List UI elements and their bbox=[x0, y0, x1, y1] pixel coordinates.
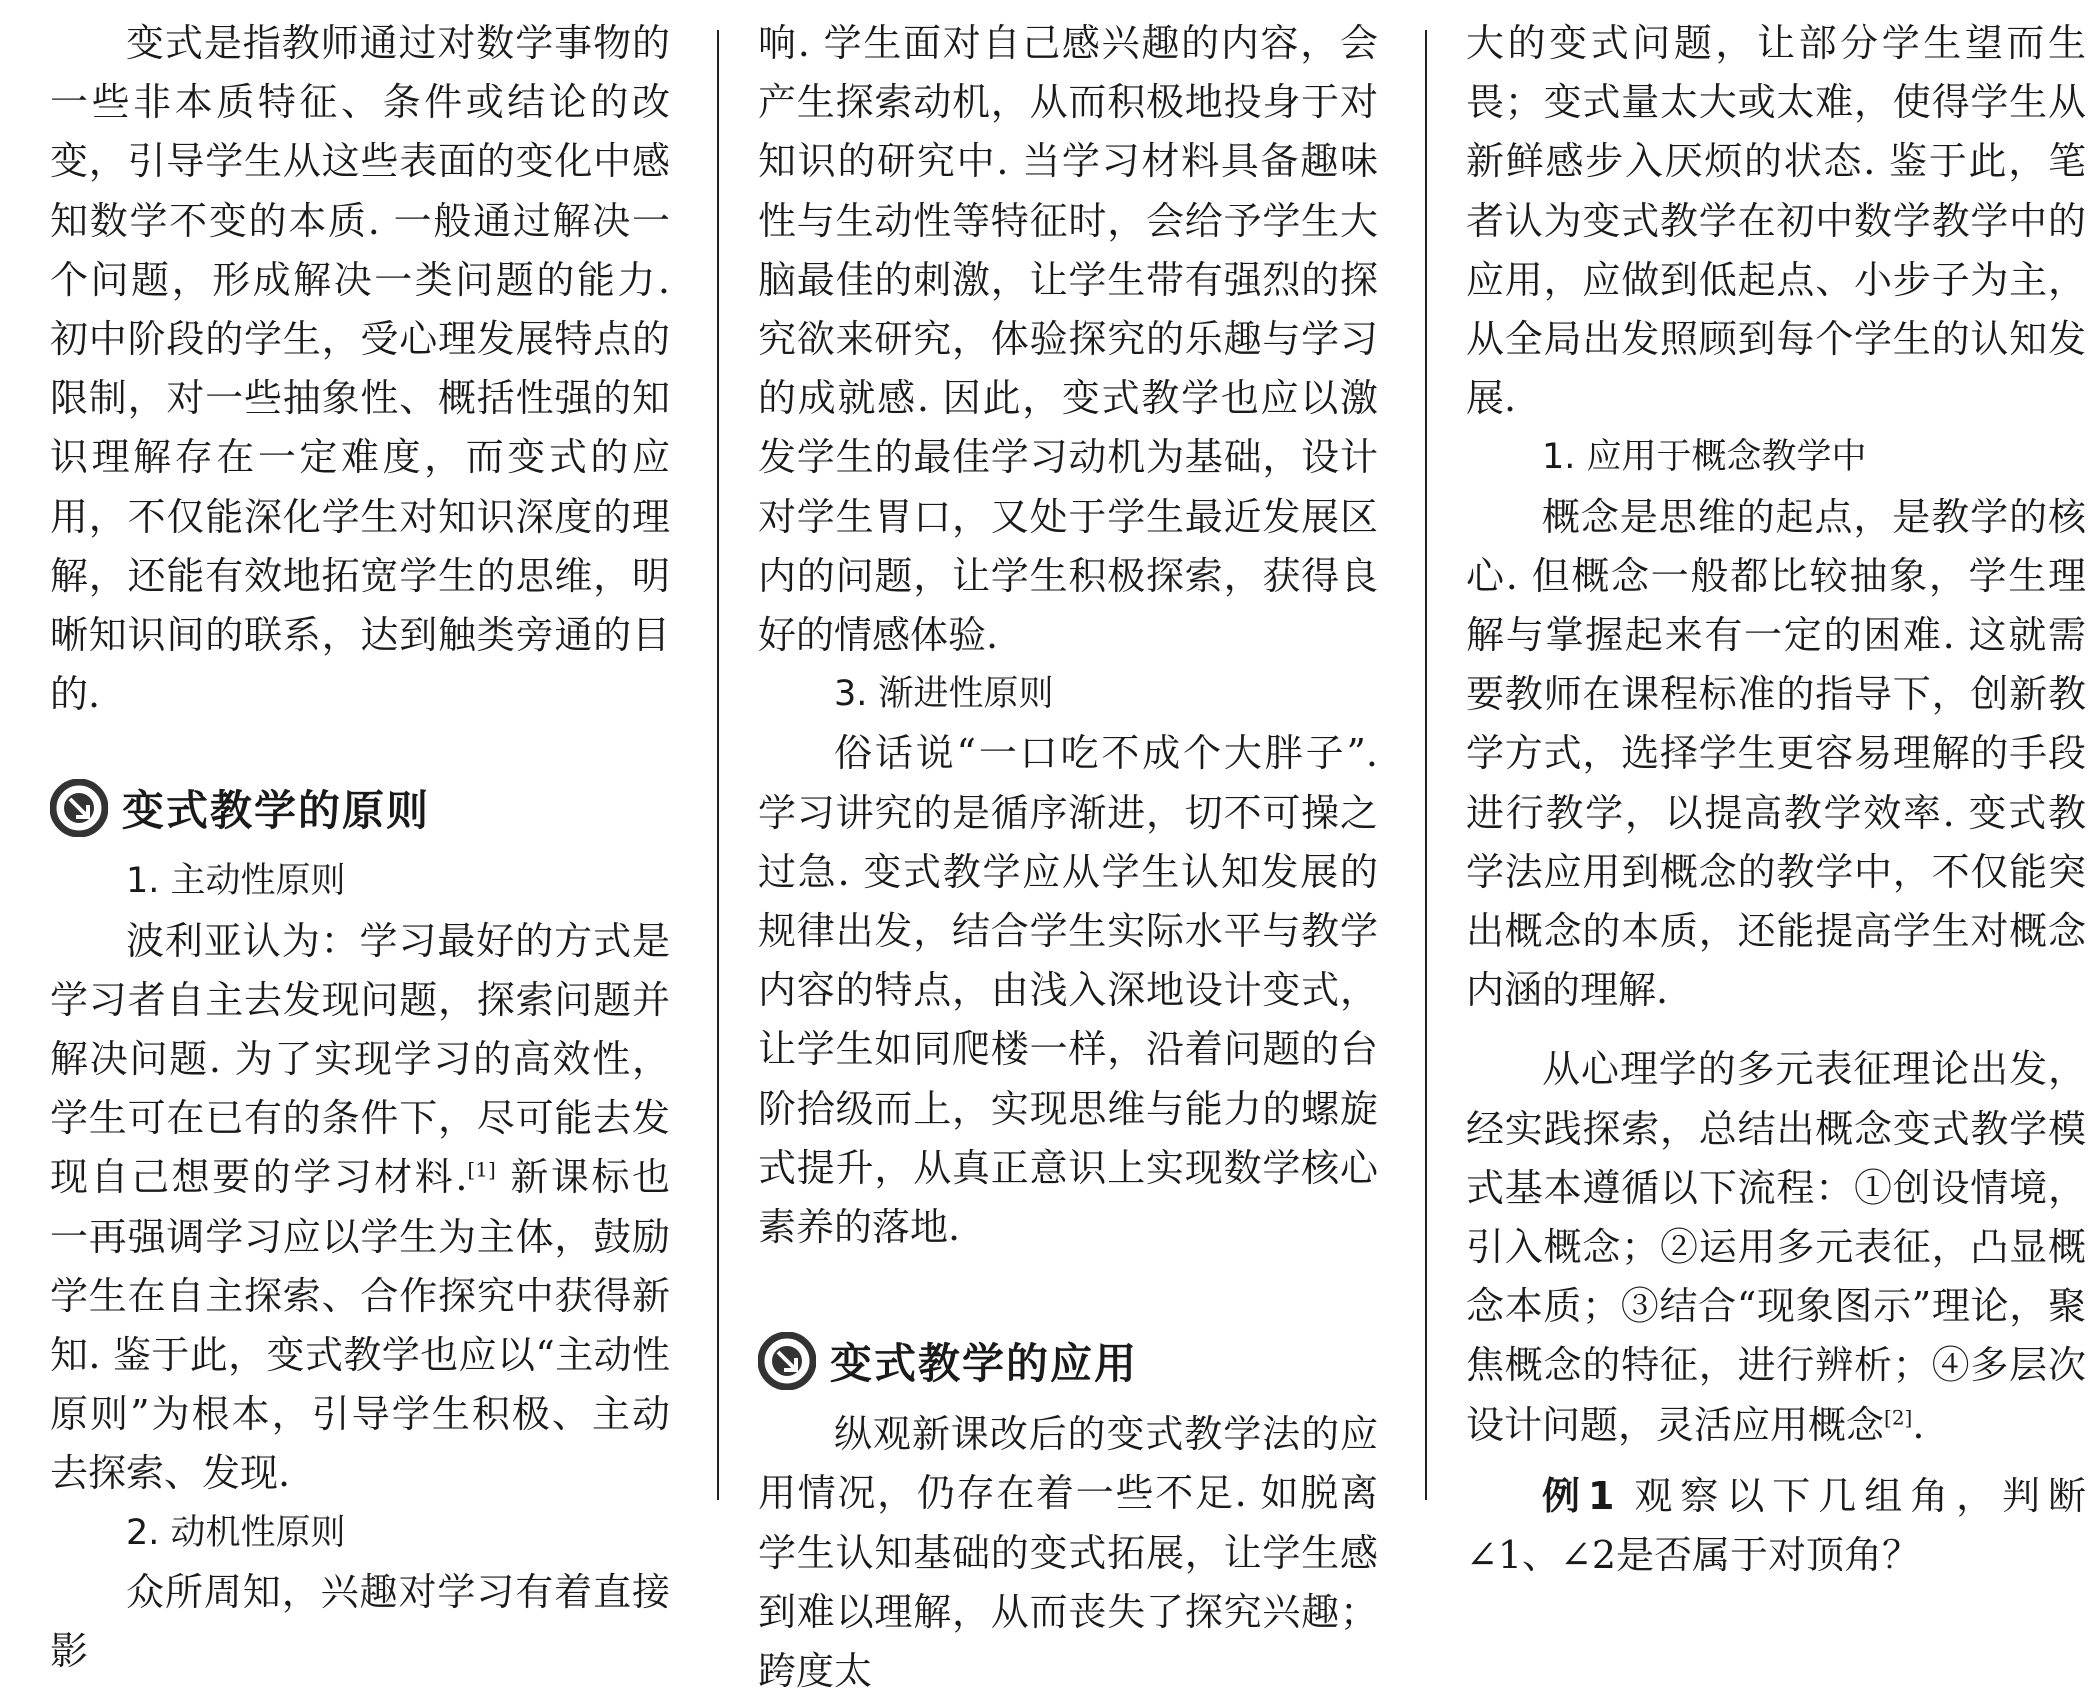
paragraph-text: 从心理学的多元表征理论出发，经实践探索，总结出概念变式教学模式基本遵循以下流程：①创设情境，引入概念；②运用多元表征，凸显概念本质；③结合“现象图示”理论，聚焦概念的特征，进行辨析；④多层次设计问题，灵活应用概念 bbox=[1466, 1047, 2086, 1447]
section-heading-principles bbox=[50, 772, 670, 844]
section-title: 变式教学的应用 bbox=[830, 1339, 1139, 1389]
paragraph-process bbox=[1466, 1040, 2086, 1454]
column-divider-1 bbox=[717, 30, 719, 1500]
example-label: 例1 bbox=[1542, 1473, 1615, 1518]
column-divider-2 bbox=[1425, 30, 1427, 1500]
paragraph-concept: 概念是思维的起点，是教学的核心. 但概念一般都比较抽象，学生理解与掌握起来有一定的困难. 这就需要教师在课程标准的指导下，创新教学方式，选择学生更容易理解的手段进行教学，以提高教学效率. 变式教学法应用到概念的教学中，不仅能突出概念的本质，还能提高学生对概念内涵的理解. bbox=[1466, 494, 2086, 1013]
paragraph-initiative bbox=[50, 912, 670, 1504]
column-3 bbox=[1466, 14, 2086, 1585]
section-arrow-icon bbox=[758, 1332, 816, 1390]
paragraph-motivation-cont: 响. 学生面对自己感兴趣的内容，会产生探索动机，从而积极地投身于对知识的研究中. 当学习材料具备趣味性与生动性等特征时，会给予学生大脑最佳的刺激，让学生带有强烈的探究欲来研究，体验探究的乐趣与学习的成就感. 因此，变式教学也应以激发学生的最佳学习动机为基础，设计对学生胃口，又处于学生最近发展区内的问题，让学生积极探索，获得良好的情感体验. bbox=[758, 21, 1378, 658]
paragraph-application-cont: 大的变式问题，让部分学生望而生畏；变式量太大或太难，使得学生从新鲜感步入厌烦的状态. 鉴于此，笔者认为变式教学在初中数学教学中的应用，应做到低起点、小步子为主，从全局出发照顾到每个学生的认知发展. bbox=[1466, 21, 2086, 421]
section-arrow-icon bbox=[50, 779, 108, 837]
subheading-motivation: 2. 动机性原则 bbox=[126, 1512, 346, 1553]
column-1 bbox=[50, 14, 670, 1681]
column-2 bbox=[758, 14, 1378, 1701]
subheading-concept-teaching: 1. 应用于概念教学中 bbox=[1542, 437, 1867, 478]
paragraph-text: 波利亚认为：学习最好的方式是学习者自主去发现问题，探索问题并解决问题. 为了实现学习的高效性，学生可在已有的条件下，尽可能去发现自己想要的学习材料. bbox=[50, 918, 670, 1200]
example-1 bbox=[1466, 1467, 2086, 1585]
paragraph-progressive: 俗话说“一口吃不成个大胖子”. 学习讲究的是循序渐进，切不可操之过急. 变式教学应从学生认知发展的规律出发，结合学生实际水平与教学内容的特点，由浅入深地设计变式，让学生如同爬楼一样，沿着问题的台阶拾级而上，实现思维与能力的螺旋式提升，从真正意识上实现数学核心素养的落地. bbox=[758, 731, 1378, 1250]
paragraph-motivation-start: 众所周知，兴趣对学习有着直接影 bbox=[50, 1569, 670, 1674]
subheading-initiative: 1. 主动性原则 bbox=[126, 861, 346, 902]
section-title: 变式教学的原则 bbox=[122, 786, 431, 836]
paragraph-application: 纵观新课改后的变式教学法的应用情况，仍存在着一些不足. 如脱离学生认知基础的变式拓展，让学生感到难以理解，从而丧失了探究兴趣；跨度太 bbox=[758, 1412, 1378, 1694]
citation-ref: [1] bbox=[467, 1157, 496, 1182]
paragraph-text: . bbox=[1912, 1402, 1925, 1447]
section-heading-application bbox=[758, 1325, 1378, 1397]
paragraph-definition: 变式是指教师通过对数学事物的一些非本质特征、条件或结论的改变，引导学生从这些表面的变化中感知数学不变的本质. 一般通过解决一个问题，形成解决一类问题的能力. 初中阶段的学生，受心理发展特点的限制，对一些抽象性、概括性强的知识理解存在一定难度，而变式的应用，不仅能深化学生对知识深度的理解，还能有效地拓宽学生的思维，明晰知识间的联系，达到触类旁通的目的. bbox=[50, 21, 670, 717]
citation-ref: [2] bbox=[1884, 1405, 1913, 1430]
paragraph-text: 新课标也一再强调学习应以学生为主体，鼓励学生在自主探索、合作探究中获得新知. 鉴于此，变式教学也应以“主动性原则”为根本，引导学生积极、主动去探索、发现. bbox=[50, 1155, 670, 1496]
example-text: 观察以下几组角，判断∠1、∠2是否属于对顶角？ bbox=[1466, 1473, 2086, 1578]
subheading-progressive: 3. 渐进性原则 bbox=[834, 674, 1054, 715]
